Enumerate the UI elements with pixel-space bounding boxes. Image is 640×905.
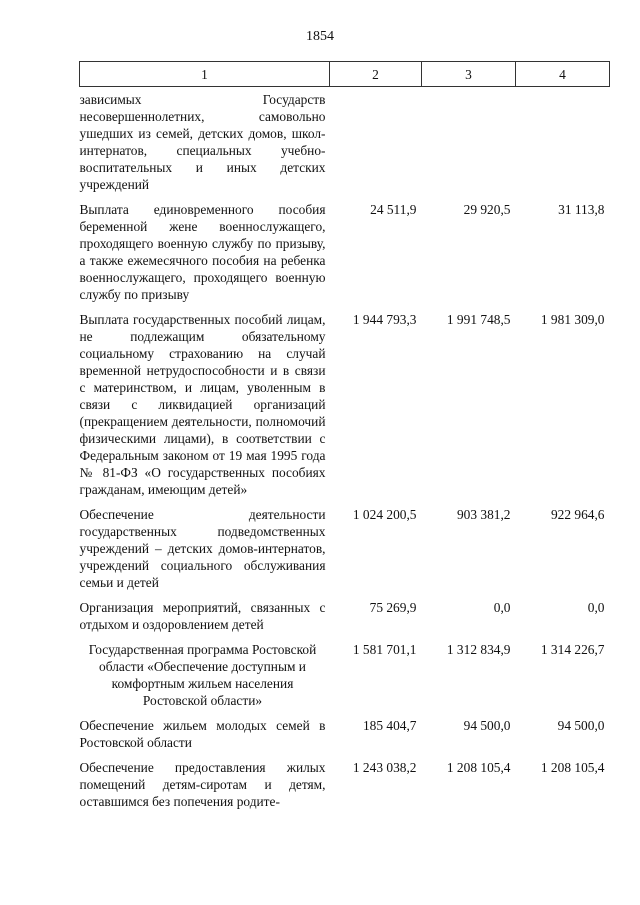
row-name: Выплата единовременного пособия беременной жене военнослужащего, проходящего военную службу по призыву, а также ежемесячного пособия на ребенка военнослужащего, проходящего военную службу по призыву xyxy=(79,202,326,302)
row-name: зависимых Государств несовершеннолетних, самовольно ушедших из семей, детских домов, школ-интернатов, специальных учебно-воспитательных и иных детских учреждений xyxy=(79,92,326,192)
page-number: 1854 xyxy=(306,29,334,44)
value-col-2: 1 024 200,5 xyxy=(352,507,417,522)
column-header-4: 4 xyxy=(516,62,610,87)
value-col-2: 1 243 038,2 xyxy=(352,760,417,775)
value-col-3: 29 920,5 xyxy=(463,202,511,217)
table-row xyxy=(80,506,610,599)
row-name: Обеспечение деятельности государственных подведомственных учреждений – детских домов-интернатов, учреждений социального обслуживания семьи и детей xyxy=(79,507,326,590)
column-header-2: 2 xyxy=(330,62,422,87)
table-header-row xyxy=(80,62,610,87)
value-col-4: 1 981 309,0 xyxy=(540,312,605,327)
value-col-3: 0,0 xyxy=(493,600,511,615)
row-name: Организация мероприятий, связанных с отдыхом и оздоровлением детей xyxy=(79,600,326,632)
value-col-2: 24 511,9 xyxy=(370,202,417,217)
value-col-4 xyxy=(516,87,610,202)
program-name: Государственная программа Ростовской области «Обеспечение доступным и комфортным жильем населения Ростовской области» xyxy=(88,642,317,708)
value-col-2: 1 581 701,1 xyxy=(352,642,417,657)
value-col-4: 1 314 226,7 xyxy=(540,642,605,657)
value-col-3: 1 312 834,9 xyxy=(446,642,511,657)
table-row xyxy=(80,717,610,759)
value-col-3: 94 500,0 xyxy=(463,718,511,733)
value-col-2: 185 404,7 xyxy=(362,718,417,733)
program-row xyxy=(80,641,610,717)
value-col-3 xyxy=(422,87,516,202)
row-name: Выплата государственных пособий лицам, не подлежащим обязательному социальному страхованию на случай временной нетрудоспособности и в связи с материнством, и лицам, уволенным в связи с ликвидацией организаций (прекращением деятельности, полномочий физическими лицами), в соответствии с Федеральным законом от 19 мая 1995 года № 81-ФЗ «О государственных пособиях гражданам, имеющим детей» xyxy=(79,312,326,497)
budget-table xyxy=(79,61,610,810)
column-header-1: 1 xyxy=(80,62,330,87)
table-row xyxy=(80,599,610,641)
value-col-4: 1 208 105,4 xyxy=(540,760,605,775)
value-col-2: 1 944 793,3 xyxy=(352,312,417,327)
value-col-4: 922 964,6 xyxy=(550,507,605,522)
table-row xyxy=(80,201,610,311)
column-header-3: 3 xyxy=(422,62,516,87)
value-col-3: 1 991 748,5 xyxy=(446,312,511,327)
row-name: Обеспечение жильем молодых семей в Ростовской области xyxy=(79,718,326,750)
value-col-3: 1 208 105,4 xyxy=(446,760,511,775)
value-col-2 xyxy=(330,87,422,202)
value-col-2: 75 269,9 xyxy=(369,600,417,615)
table-row xyxy=(80,311,610,506)
value-col-4: 31 113,8 xyxy=(558,202,605,217)
value-col-4: 0,0 xyxy=(587,600,605,615)
table-row xyxy=(80,759,610,810)
row-name: Обеспечение предоставления жилых помещений детям-сиротам и детям, оставшимся без попечения родите- xyxy=(79,760,326,809)
value-col-3: 903 381,2 xyxy=(456,507,511,522)
value-col-4: 94 500,0 xyxy=(557,718,605,733)
table-row xyxy=(80,87,610,202)
